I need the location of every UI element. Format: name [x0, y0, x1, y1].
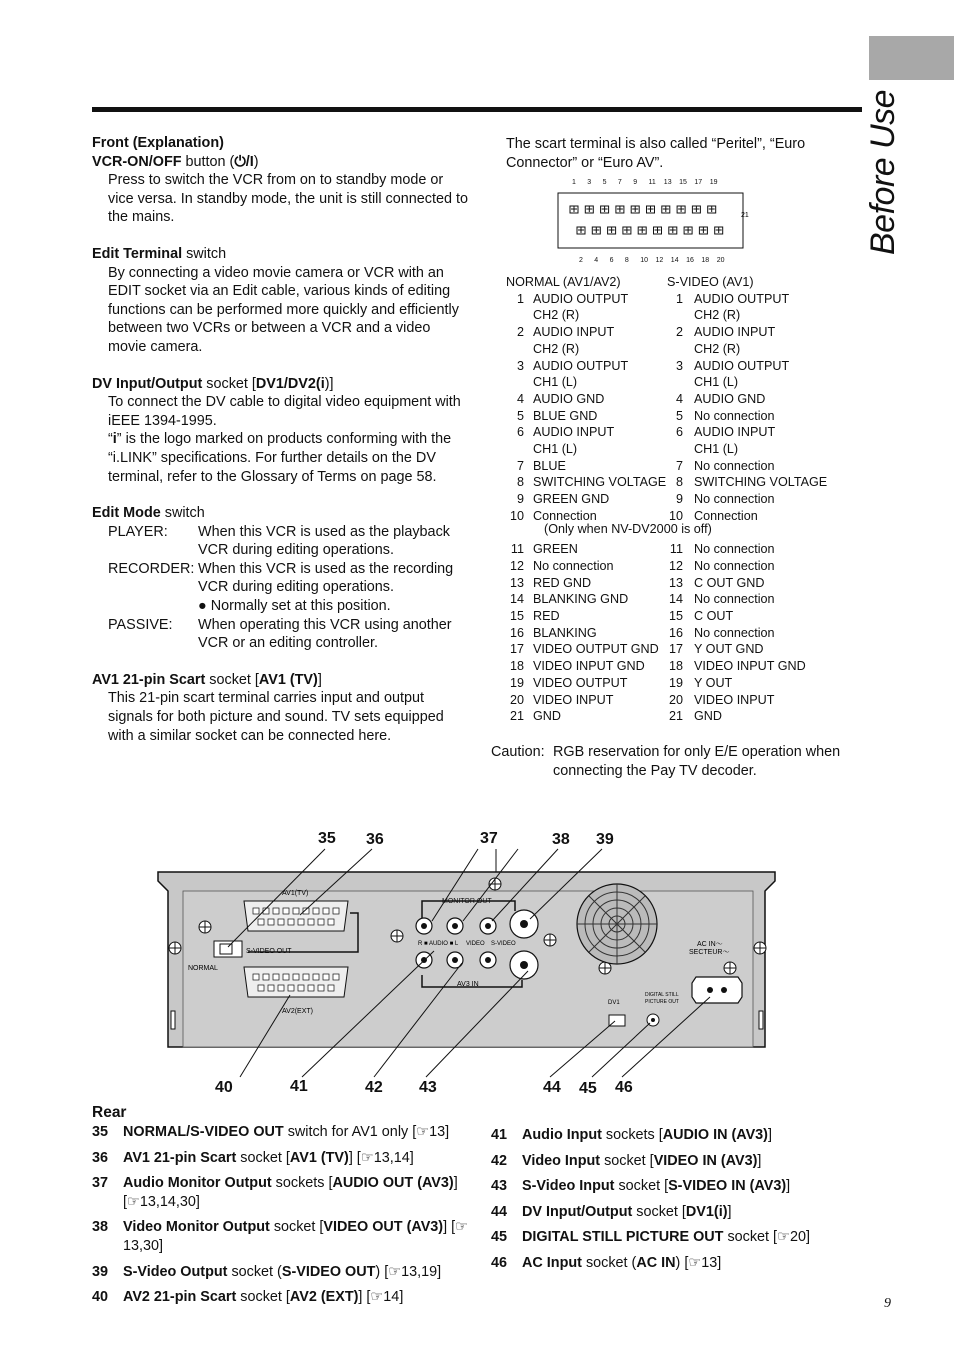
monitor-out-label: MONITOR OUT [442, 898, 492, 905]
scart-top-pin-label: 1 [572, 179, 576, 186]
pin-row: 9 GREEN GND 9 No connection [516, 492, 775, 507]
page-ref: ☞20] [777, 1229, 810, 1246]
rear-item-45: 45 DIGITAL STILL PICTURE OUT socket [☞20] [491, 1229, 810, 1246]
callout-41: 41 [290, 1078, 308, 1095]
chapter-title: Before Use [864, 89, 902, 255]
scart-bottom-pin-label: 4 [594, 257, 599, 264]
scart-bottom-pin-label: 16 [686, 257, 694, 264]
pin-row: 20 VIDEO INPUT 20 VIDEO INPUT [509, 692, 775, 707]
scart-pin-diagram [556, 176, 756, 266]
scart-top-pin-label: 17 [694, 179, 703, 186]
scart-bottom-pin-label: 14 [670, 257, 679, 264]
mode-row: ● Normally set at this position. [198, 598, 391, 615]
callout-38: 38 [552, 831, 570, 848]
edit-terminal-desc: By connecting a video movie camera or VCR with an EDIT socket via an Edit cable, various kinds of editing functions can be performed more quickly and efficiently between two VCRs or between a VCR and a video movie camera. [108, 264, 459, 355]
pin-row: 5 BLUE GND 5 No connection [516, 408, 775, 423]
pin-10-note: (Only when NV-DV2000 is off) [544, 521, 712, 536]
pin-row: 8 SWITCHING VOLTAGE 8 SWITCHING VOLTAGE [516, 475, 828, 490]
rear-item-43: 43 S-Video Input socket [S-VIDEO IN (AV3)] [491, 1178, 791, 1195]
rear-item-37: 37 Audio Monitor Output sockets [AUDIO OUT (AV3)] [☞13,14,30] [92, 1175, 458, 1210]
mode-row: PASSIVE: When operating this VCR using another VCR or an editing controller. [108, 616, 452, 652]
scart-top-pin-label: 13 [663, 179, 672, 186]
mode-row: PLAYER: When this VCR is used as the playback VCR during editing operations. [108, 523, 450, 559]
col1-header: NORMAL (AV1/AV2) [506, 275, 621, 289]
scart-bottom-pin-label: 20 [716, 257, 725, 264]
rear-item-44: 44 DV Input/Output socket [DV1(i)] [491, 1203, 732, 1220]
dv-io-desc2: “i” is the logo marked on products conforming with the “i.LINK” specifications. For further details on the DV terminal, refer to the Glossary of Terms on page 58. [108, 431, 452, 485]
rear-list-right [491, 1126, 871, 1280]
rear-item-35: 35 NORMAL/S-VIDEO OUT switch for AV1 only [☞13] [92, 1124, 450, 1140]
scart-top-pin-label: 9 [633, 179, 638, 186]
rear-heading: Rear [92, 1104, 127, 1121]
still-label-1: DIGITAL STILL [645, 992, 679, 998]
pin-row: 21 GND 21 GND [509, 709, 722, 724]
svideo-label: S-VIDEO [491, 941, 516, 947]
rear-panel-diagram [150, 825, 790, 1105]
col2-header: S-VIDEO (AV1) [667, 275, 754, 289]
page-ref: ☞13,19] [388, 1263, 442, 1280]
edit-mode-section: Edit Mode switch PLAYER: When this VCR is used as the playback VCR during editing operations. RECORDER: When this VCR is used as the recording VCR during editing operations. ● Normally set at this position. PASSIVE: When operating this VCR using another VCR or an editing controller. [92, 504, 472, 653]
page-ref: ☞13] [688, 1254, 722, 1271]
av1-label: AV1(TV) [282, 890, 309, 897]
pin-row: 18 VIDEO INPUT GND 18 VIDEO INPUT GND [509, 659, 806, 674]
rear-item-41: 41 Audio Input sockets [AUDIO IN (AV3)] [491, 1127, 772, 1143]
callout-36: 36 [366, 831, 384, 848]
vcr-on-off-desc: Press to switch the VCR from on to standby mode or vice versa. In standby mode, the unit is still connected to the mains. [108, 172, 468, 226]
pin-row: 19 VIDEO OUTPUT 19 Y OUT [509, 675, 733, 690]
rear-item-42: 42 Video Input socket [VIDEO IN (AV3)] [491, 1152, 762, 1169]
pin-row: 4 AUDIO GND 4 AUDIO GND [516, 391, 766, 406]
callout-44: 44 [543, 1079, 561, 1096]
av1-name: AV1 21-pin Scart [92, 671, 206, 688]
still-label-2: PICTURE OUT [645, 999, 679, 1005]
scart-pin-21-label: 21 [741, 212, 749, 219]
ilink-icon: i [112, 431, 117, 448]
header-rule [92, 107, 862, 112]
page-ref: ☞13,30] [123, 1219, 468, 1254]
scart-top-pin-label: 5 [602, 179, 607, 186]
pin-row: 3 AUDIO OUTPUT 3 AUDIO OUTPUT [516, 358, 790, 373]
callout-42: 42 [365, 1079, 383, 1096]
audio-rl-label: R ■ AUDIO ■ L [418, 941, 459, 947]
scart-top-pin-label: 19 [709, 179, 718, 186]
ilink-icon: i [320, 375, 325, 392]
pin-row: CH2 (R) CH2 (R) [533, 308, 741, 323]
scart-bottom-pin-label: 10 [640, 257, 648, 264]
edit-terminal-section: Edit Terminal switch By connecting a video movie camera or VCR with an EDIT socket via an Edit cable, various kinds of editing functions can be performed more quickly and efficiently between two VCRs or between a VCR and a video movie camera. [92, 245, 472, 357]
power-icon: ⏻/I [234, 153, 254, 170]
scart-top-pin-label: 15 [679, 179, 687, 186]
scart-bottom-pin-label: 18 [701, 257, 710, 264]
front-heading: Front (Explanation) [92, 135, 224, 151]
page-ref: ☞14] [370, 1289, 404, 1306]
scart-top-pin-label: 7 [617, 179, 622, 186]
scart-top-pin-label: 11 [648, 179, 656, 186]
pin-row: 13 RED GND 13 C OUT GND [509, 575, 765, 590]
dv-io-name: DV Input/Output [92, 375, 203, 392]
pin-row: 17 VIDEO OUTPUT GND 17 Y OUT GND [509, 642, 764, 657]
callout-45: 45 [579, 1080, 597, 1097]
pin-row: 14 BLANKING GND 14 No connection [509, 592, 775, 607]
callout-43: 43 [419, 1079, 437, 1096]
scart-bottom-pin-label: 8 [624, 257, 629, 264]
callout-46: 46 [615, 1079, 633, 1096]
pin-row: CH1 (L) CH1 (L) [533, 375, 739, 390]
dv-io-desc1: To connect the DV cable to digital video equipment with iEEE 1394-1995. [108, 394, 461, 429]
pin-row: 11 GREEN 11 No connection [510, 542, 775, 557]
vcr-on-off-section: Front (Explanation) VCR-ON/OFF button (⏻/I) Press to switch the VCR from on to standby mode or vice versa. In standby mode, the unit is still connected to the mains. [92, 134, 472, 227]
normal-label: NORMAL [188, 965, 218, 972]
pin-row: 10 Connection 10 Connection [509, 508, 758, 523]
pin-row: 1 AUDIO OUTPUT 1 AUDIO OUTPUT [516, 291, 790, 306]
scart-intro: The scart terminal is also called “Peritel”, “Euro Connector” or “Euro AV”. [506, 136, 806, 171]
scart-bottom-pin-label: 2 [579, 257, 583, 264]
rear-item-38: 38 Video Monitor Output socket [VIDEO OUT (AV3)] [☞13,30] [92, 1219, 468, 1254]
callout-39: 39 [596, 831, 614, 848]
rear-item-40: 40 AV2 21-pin Scart socket [AV2 (EXT)] [☞14] [92, 1289, 404, 1306]
svideo-out-label: S-VIDEO OUT [246, 948, 292, 955]
pin-row: 6 AUDIO INPUT 6 AUDIO INPUT [516, 425, 776, 440]
pin-row: CH2 (R) CH2 (R) [533, 341, 741, 356]
vcr-on-off-name: VCR-ON/OFF [92, 153, 182, 170]
scart-top-pin-label: 3 [587, 179, 592, 186]
pin-row: 16 BLANKING 16 No connection [509, 625, 775, 640]
pin-row: CH1 (L) CH1 (L) [533, 442, 739, 457]
av1-desc: This 21-pin scart terminal carries input and output signals for both picture and sound. TV sets equipped with a similar socket can be connected here. [108, 690, 444, 744]
scart-bottom-pin-label: 12 [655, 257, 664, 264]
av2-label: AV2(EXT) [282, 1008, 313, 1015]
edit-mode-name: Edit Mode [92, 505, 161, 522]
page-ref: ☞13,14,30] [127, 1193, 200, 1210]
mode-row: RECORDER: When this VCR is used as the recording VCR during editing operations. [108, 560, 454, 596]
page-number: 9 [884, 1296, 891, 1311]
ac-in-label: AC IN～ [697, 941, 723, 948]
secteur-label: SECTEUR～ [689, 949, 730, 956]
callout-35: 35 [318, 830, 336, 847]
caution-text: RGB reservation for only E/E operation when connecting the Pay TV decoder. [553, 744, 841, 779]
rear-list-left [92, 1123, 477, 1314]
page-ref: ☞13,14] [360, 1149, 414, 1166]
pin-row: 12 No connection 12 No connection [509, 558, 775, 573]
scart-bottom-pin-label: 6 [609, 257, 614, 264]
pin-row: 15 RED 15 C OUT [509, 609, 734, 624]
pin-row: 7 BLUE 7 No connection [516, 458, 775, 473]
caution [491, 743, 861, 780]
dv1-label: DV1 [608, 1000, 620, 1006]
dv-io-section: DV Input/Output socket [DV1/DV2(i)] To connect the DV cable to digital video equipment with iEEE 1394-1995. “i” is the logo marked on products conforming with the “i.LINK” specifications. For further details on the DV terminal, refer to the Glossary of Terms on page 58. [92, 375, 472, 487]
callout-40: 40 [215, 1079, 233, 1096]
rear-item-39: 39 S-Video Output socket (S-VIDEO OUT) [☞13,19] [92, 1263, 442, 1280]
caution-label: Caution: [491, 744, 545, 760]
rear-item-36: 36 AV1 21-pin Scart socket [AV1 (TV)] [☞13,14] [92, 1149, 414, 1166]
pin-row: 2 AUDIO INPUT 2 AUDIO INPUT [516, 325, 776, 340]
front-explanation [92, 134, 472, 763]
page-ref: ☞13] [416, 1124, 450, 1140]
rear-item-46: 46 AC Input socket (AC IN) [☞13] [491, 1254, 722, 1271]
edit-terminal-name: Edit Terminal [92, 245, 183, 262]
callout-37: 37 [480, 830, 498, 847]
av3-in-label: AV3 IN [457, 981, 479, 988]
video-label: VIDEO [466, 941, 485, 947]
scart-pin-table [506, 274, 856, 725]
av1-section: AV1 21-pin Scart socket [AV1 (TV)] This 21-pin scart terminal carries input and output signals for both picture and sound. TV sets equipped with a similar socket can be connected here. [92, 671, 472, 745]
